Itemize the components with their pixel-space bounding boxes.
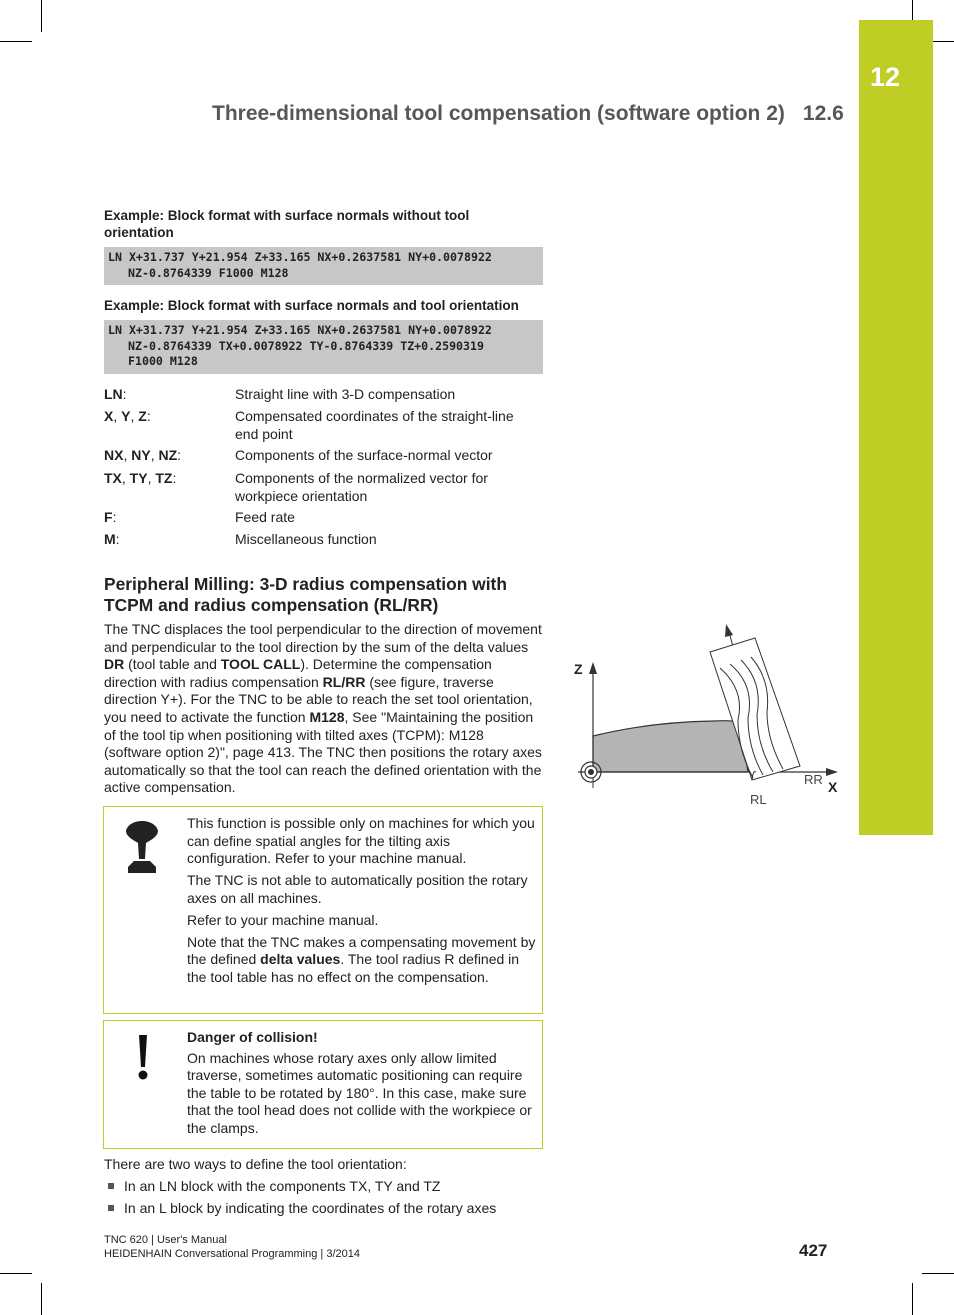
running-head-title: Three-dimensional tool compensation (software option 2) bbox=[212, 102, 785, 125]
code-line: NZ-0.8764339 TX+0.0078922 TY-0.8764339 TZ+0.2590319 bbox=[128, 338, 484, 353]
exclamation-icon bbox=[134, 1033, 152, 1086]
list-item-text: In an L block by indicating the coordinates of the rotary axes bbox=[124, 1200, 497, 1216]
machine-note-text bbox=[187, 815, 537, 991]
note-paragraph: The TNC is not able to automatically position the rotary axes on all machines. bbox=[187, 872, 528, 906]
crop-mark bbox=[41, 0, 42, 32]
machine-note-box bbox=[103, 806, 543, 1014]
section-body bbox=[104, 621, 544, 797]
term-part: X bbox=[104, 408, 114, 424]
exclamation-icon-svg bbox=[134, 1033, 152, 1081]
danger-title: Danger of collision! bbox=[187, 1029, 318, 1045]
list-item bbox=[108, 1178, 440, 1196]
page-number: 427 bbox=[799, 1241, 828, 1260]
chapter-tab bbox=[859, 20, 933, 835]
running-head-section: 12.6 bbox=[802, 102, 844, 125]
note-paragraph bbox=[187, 934, 537, 987]
body-text-run: The TNC displaces the tool perpendicular to the direction of movement and perpendicular to the tool direction by the sum of the delta values bbox=[104, 621, 542, 655]
workpiece-shape bbox=[593, 721, 748, 772]
term-part: TY bbox=[129, 470, 148, 486]
note-paragraph: This function is possible only on machines for which you can define spatial angles for the tilting axis configuration. Refer to your machine manual. bbox=[187, 815, 535, 866]
example2-code-block bbox=[104, 320, 543, 374]
compensation-figure bbox=[570, 620, 840, 825]
term-part: NZ bbox=[158, 447, 178, 463]
list-item bbox=[108, 1200, 496, 1218]
example1-heading-line: Example: Block format with surface normals without tool bbox=[104, 208, 470, 223]
note-bold-run: delta values bbox=[260, 951, 341, 967]
compensation-diagram bbox=[570, 620, 840, 820]
x-axis-label: X bbox=[828, 779, 838, 795]
code-line: NZ-0.8764339 F1000 M128 bbox=[128, 265, 289, 280]
section-title: Peripheral Milling: 3-D radius compensation with TCPM and radius compensation (RL/RR) bbox=[104, 574, 507, 615]
body-text-run: (tool table and bbox=[124, 656, 221, 673]
body-bold-run: M128 bbox=[309, 708, 345, 725]
code-line: LN X+31.737 Y+21.954 Z+33.165 NX+0.2637581 NY+0.0078922 bbox=[108, 323, 492, 337]
example1-heading bbox=[104, 207, 469, 241]
rr-label: RR bbox=[804, 772, 823, 787]
crop-mark bbox=[922, 1273, 954, 1274]
danger-note-box bbox=[103, 1020, 543, 1149]
term-part: TX bbox=[104, 470, 122, 486]
example1-heading-line: orientation bbox=[104, 225, 174, 240]
x-axis-arrowhead bbox=[826, 768, 838, 776]
body-text-run: (see figure, traverse direction Y+). For the TNC to be able to reach the set tool orientation, you need to activate the function bbox=[104, 673, 533, 725]
code-line: F1000 M128 bbox=[128, 354, 198, 368]
machine-note-icon bbox=[122, 819, 162, 880]
body-bold-run: RL/RR bbox=[322, 673, 366, 690]
note-paragraph: Refer to your machine manual. bbox=[187, 911, 379, 928]
body-bold-run: DR bbox=[104, 656, 125, 673]
chapter-number: 12 bbox=[870, 62, 901, 92]
term-part: F bbox=[104, 509, 113, 525]
rl-label: RL bbox=[750, 792, 767, 807]
origin-dot bbox=[588, 769, 594, 775]
definition-term: X, Y, Z: bbox=[104, 408, 151, 424]
definition-text: Components of the normalized vector for workpiece orientation bbox=[235, 470, 488, 504]
ways-intro: There are two ways to define the tool orientation: bbox=[104, 1156, 407, 1172]
running-head bbox=[212, 102, 844, 126]
note-paragraph: On machines whose rotary axes only allow limited traverse, sometimes automatic positioning can require the table to be rotated by 180°. In this case, make sure that the tool head does not collide with the workpiece or the clamps. bbox=[187, 1049, 532, 1136]
definition-term: NX, NY, NZ: bbox=[104, 447, 182, 463]
definition-term: TX, TY, TZ: bbox=[104, 470, 177, 486]
body-text-run: , See "Maintaining the position of the tool tip when positioning with tilted axes (TCPM): M128 (software option 2)", page 413. The TNC then positions the rotary axes automatically so that the tool can reach the defined orientation with the active compensation. bbox=[104, 708, 542, 796]
definition-term: M: bbox=[104, 531, 120, 547]
term-part: NY bbox=[131, 447, 151, 463]
term-part: Y bbox=[121, 408, 131, 424]
crop-mark bbox=[0, 1273, 32, 1274]
z-axis-label: Z bbox=[574, 661, 583, 677]
term-part: TZ bbox=[155, 470, 173, 486]
crop-mark bbox=[41, 1283, 42, 1315]
crop-mark bbox=[912, 1283, 913, 1315]
definition-text: Feed rate bbox=[235, 509, 295, 525]
example1-code-block bbox=[104, 247, 543, 285]
note-text-run: Note that the TNC makes a compensating movement by the defined bbox=[187, 933, 536, 967]
term-part: Z bbox=[138, 408, 147, 424]
z-axis-arrowhead bbox=[589, 662, 597, 674]
term-part: LN bbox=[104, 386, 123, 402]
definition-text: Components of the surface-normal vector bbox=[235, 447, 493, 463]
body-text-run: ). Determine the compensation direction with radius compensation bbox=[104, 656, 492, 690]
footer-line: TNC 620 | User's Manual bbox=[104, 1234, 227, 1246]
term-part: M bbox=[104, 531, 116, 547]
definition-term: F: bbox=[104, 509, 117, 525]
term-part: NX bbox=[104, 447, 124, 463]
footer bbox=[104, 1233, 360, 1261]
note-text-run: . The tool radius R defined in the tool table has no effect on the compensation. bbox=[187, 951, 520, 985]
example2-heading: Example: Block format with surface normals and tool orientation bbox=[104, 298, 519, 313]
crop-mark bbox=[0, 41, 32, 42]
bullet-icon bbox=[108, 1205, 114, 1211]
body-bold-run: TOOL CALL bbox=[220, 656, 301, 673]
machine-note-icon-svg bbox=[122, 819, 162, 875]
tool-axis-arrowhead bbox=[725, 624, 733, 637]
list-item-text: In an LN block with the components TX, TY and TZ bbox=[124, 1178, 441, 1194]
danger-note-text bbox=[187, 1029, 537, 1142]
definition-text: Miscellaneous function bbox=[235, 531, 377, 547]
code-line: LN X+31.737 Y+21.954 Z+33.165 NX+0.2637581 NY+0.0078922 bbox=[108, 250, 492, 264]
bullet-icon bbox=[108, 1183, 114, 1189]
definition-term: LN: bbox=[104, 386, 127, 402]
footer-line: HEIDENHAIN Conversational Programming | 3/2014 bbox=[104, 1248, 360, 1260]
definition-text: Compensated coordinates of the straight-line end point bbox=[235, 408, 514, 442]
definition-text: Straight line with 3-D compensation bbox=[235, 386, 456, 402]
